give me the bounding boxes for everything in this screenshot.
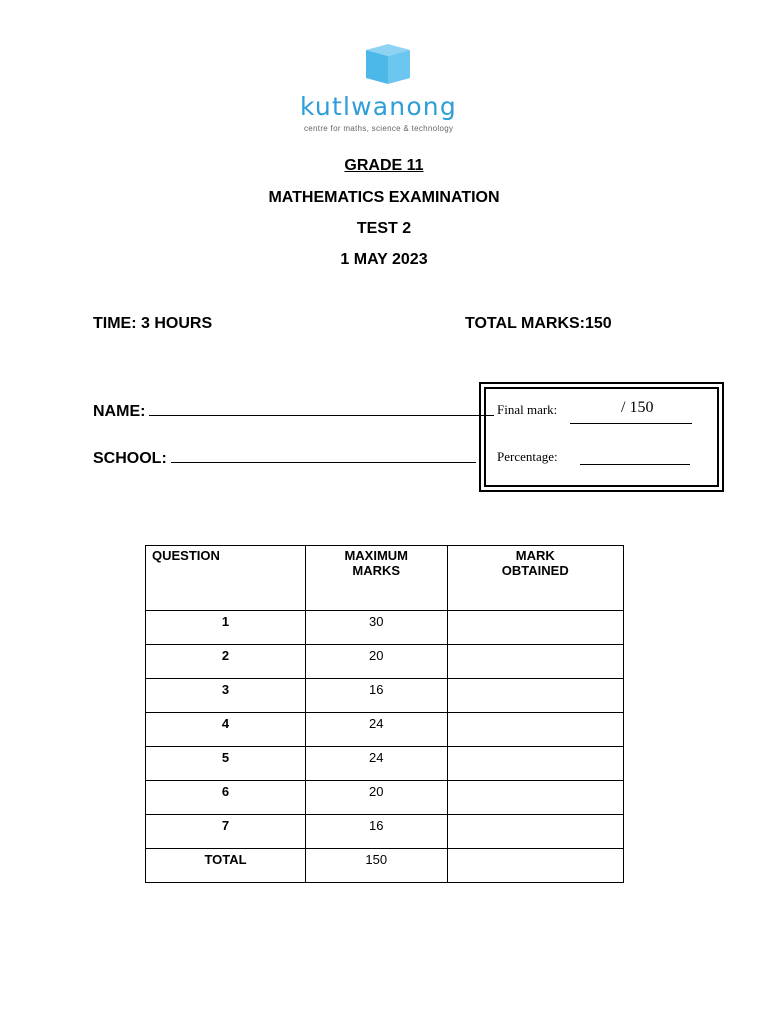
- header-mark-obtained: [447, 546, 623, 611]
- percentage-label: Percentage:: [497, 449, 558, 464]
- marks-table: [145, 545, 624, 883]
- total-mark-obtained-cell[interactable]: [447, 849, 623, 883]
- final-mark-box: [479, 382, 724, 492]
- question-number: 7: [146, 815, 306, 849]
- question-number: 1: [146, 611, 306, 645]
- header-maximum-marks-text: MAXIMUM MARKS: [344, 548, 409, 578]
- question-number: 4: [146, 713, 306, 747]
- header-mark-obtained-text: MARK OBTAINED: [501, 548, 569, 578]
- final-mark-label: Final mark:: [497, 402, 558, 417]
- maximum-marks-value: 24: [306, 747, 448, 781]
- name-field: [93, 401, 494, 421]
- school-input-line[interactable]: [171, 448, 476, 463]
- total-marks: TOTAL MARKS:150: [465, 315, 612, 332]
- cube-logo-icon: [362, 44, 414, 84]
- mark-obtained-cell[interactable]: [447, 713, 623, 747]
- final-mark-value: / 150: [621, 399, 654, 416]
- maximum-marks-value: 20: [306, 645, 448, 679]
- school-label: SCHOOL:: [93, 450, 167, 467]
- total-label: TOTAL: [146, 849, 306, 883]
- mark-obtained-cell[interactable]: [447, 815, 623, 849]
- subject-heading: MATHEMATICS EXAMINATION: [268, 189, 500, 206]
- header-maximum-marks: [306, 546, 448, 611]
- name-input-line[interactable]: [149, 401, 494, 416]
- logo-brand-text: kutlwanong: [300, 92, 457, 121]
- table-row: [146, 611, 624, 645]
- table-total-row: [146, 849, 624, 883]
- table-header-row: [146, 546, 624, 611]
- grade-heading: GRADE 11: [344, 157, 424, 174]
- table-row: [146, 679, 624, 713]
- table-row: [146, 747, 624, 781]
- test-heading: TEST 2: [356, 220, 412, 237]
- table-row: [146, 645, 624, 679]
- maximum-marks-value: 20: [306, 781, 448, 815]
- question-number: 6: [146, 781, 306, 815]
- maximum-marks-value: 24: [306, 713, 448, 747]
- table-row: [146, 713, 624, 747]
- maximum-marks-value: 30: [306, 611, 448, 645]
- name-label: NAME:: [93, 403, 146, 420]
- time-allowed: TIME: 3 HOURS: [93, 315, 213, 332]
- mark-obtained-cell[interactable]: [447, 645, 623, 679]
- mark-obtained-cell[interactable]: [447, 781, 623, 815]
- table-row: [146, 781, 624, 815]
- table-row: [146, 815, 624, 849]
- question-number: 5: [146, 747, 306, 781]
- maximum-marks-value: 16: [306, 679, 448, 713]
- logo-tagline: centre for maths, science & technology: [304, 124, 454, 133]
- total-maximum-marks: 150: [306, 849, 448, 883]
- header-question: QUESTION: [146, 546, 306, 611]
- question-number: 2: [146, 645, 306, 679]
- date-heading: 1 MAY 2023: [340, 251, 428, 268]
- final-mark-box-inner: [484, 387, 719, 487]
- kutlwanong-logo: [300, 44, 480, 139]
- question-number: 3: [146, 679, 306, 713]
- mark-obtained-cell[interactable]: [447, 611, 623, 645]
- final-mark-line[interactable]: [570, 423, 692, 424]
- maximum-marks-value: 16: [306, 815, 448, 849]
- percentage-line[interactable]: [580, 464, 690, 465]
- mark-obtained-cell[interactable]: [447, 679, 623, 713]
- mark-obtained-cell[interactable]: [447, 747, 623, 781]
- school-field: [93, 448, 476, 468]
